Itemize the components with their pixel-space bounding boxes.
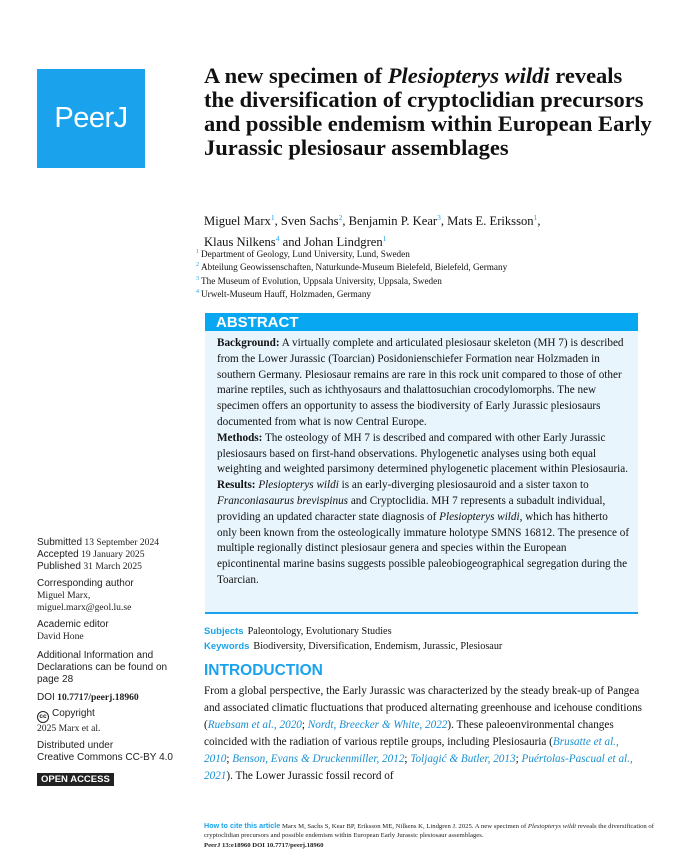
peerj-logo[interactable] bbox=[37, 69, 145, 168]
corresponding-email[interactable]: miguel.marx@geol.lu.se bbox=[37, 602, 132, 613]
species-name: Plesiopterys wildi bbox=[258, 479, 339, 492]
intro-text: From a global perspective, the Early Jurassic was characterized by the steady break-up of Pangea and associated climatic fluctuations that produced alternating greenhouse and icehouse conditions ( bbox=[204, 685, 643, 731]
methods-text: The osteology of MH 7 is described and compared with other Early Jurassic plesiosaurs based on first-hand observations. Phylogenetic analyses using both equal weighting and weighted parsimony determined phylogenetic placement within Plesiosauria. bbox=[217, 431, 629, 476]
author-separator: , bbox=[342, 214, 349, 228]
author-name[interactable]: Benjamin P. Kear bbox=[348, 214, 438, 228]
intro-text: ; bbox=[226, 753, 233, 765]
affiliation-item bbox=[196, 260, 636, 273]
species-name: Franconiasaurus brevispinus bbox=[217, 494, 349, 507]
cite-species: Plesiopterys wildi bbox=[527, 823, 577, 830]
affiliation-item bbox=[196, 247, 636, 260]
cite-journal[interactable]: PeerJ 13:e18960 DOI 10.7717/peerj.18960 bbox=[204, 841, 324, 849]
affiliation-ref[interactable]: 2 bbox=[338, 213, 343, 222]
submitted-line bbox=[37, 537, 197, 549]
citation-link[interactable]: Nordt, Breecker & White, 2022 bbox=[307, 719, 448, 731]
accepted-line bbox=[37, 549, 197, 561]
affiliation-number: 2 bbox=[196, 262, 199, 269]
accepted-date: 19 January 2025 bbox=[78, 549, 145, 560]
keywords-line bbox=[204, 640, 502, 653]
publication-dates bbox=[37, 537, 197, 573]
license-link[interactable]: Creative Commons CC-BY 4.0 bbox=[37, 752, 173, 763]
cite-label: How to cite this article bbox=[204, 821, 281, 830]
affiliation-text: Urwelt-Museum Hauff, Holzmaden, Germany bbox=[201, 288, 372, 299]
distributed-label: Distributed under bbox=[37, 740, 114, 751]
subjects-line bbox=[204, 625, 392, 638]
abstract-methods bbox=[217, 431, 630, 478]
intro-text: ). The Lower Jurassic fossil record of bbox=[226, 770, 394, 782]
keywords-label: Keywords bbox=[204, 641, 250, 652]
how-to-cite bbox=[204, 821, 654, 850]
accepted-label: Accepted bbox=[37, 549, 79, 560]
published-label: Published bbox=[37, 561, 81, 572]
author-separator: , bbox=[440, 214, 448, 228]
affiliation-number: 4 bbox=[196, 288, 199, 295]
citation-link[interactable]: Brusatte et al., 2010 bbox=[204, 736, 619, 765]
subjects-label: Subjects bbox=[204, 626, 244, 637]
introduction-heading: INTRODUCTION bbox=[204, 662, 323, 679]
additional-info bbox=[37, 650, 177, 686]
affiliation-list bbox=[196, 247, 636, 300]
results-text: and Cryptoclidia. MH 7 represents a subadult individual, providing an updated character state diagnosis of bbox=[217, 494, 606, 523]
affiliation-text: The Museum of Evolution, Uppsala University, Uppsala, Sweden bbox=[201, 275, 442, 286]
author-name[interactable]: Klaus Nilkens bbox=[204, 235, 276, 249]
subjects-value[interactable]: Paleontology, Evolutionary Studies bbox=[247, 626, 392, 637]
title-species: Plesiopterys wildi bbox=[387, 63, 550, 88]
author-list bbox=[204, 209, 644, 251]
editor-name: David Hone bbox=[37, 631, 84, 642]
title-part2: reveals the diversification of cryptoclidian precursors and possible endemism within European Early Jurassic plesiosaur assemblages bbox=[204, 63, 652, 160]
academic-editor bbox=[37, 619, 197, 643]
doi-label: DOI bbox=[37, 692, 55, 703]
intro-text: ). These paleoenvironmental changes coincided with the radiation of various reptile groups, including Plesiosauria ( bbox=[204, 719, 614, 748]
methods-label: Methods: bbox=[217, 431, 263, 444]
copyright-label: Copyright bbox=[52, 708, 95, 719]
corresponding-name: Miguel Marx, bbox=[37, 590, 91, 601]
affiliation-ref[interactable]: 4 bbox=[275, 234, 280, 243]
affiliation-number: 3 bbox=[196, 275, 199, 282]
species-name: Plesiopterys wildi bbox=[439, 510, 520, 523]
keywords-value[interactable]: Biodiversity, Diversification, Endemism, Jurassic, Plesiosaur bbox=[253, 641, 503, 652]
abstract-box bbox=[205, 313, 638, 614]
license-block bbox=[37, 740, 197, 764]
intro-text: ; bbox=[301, 719, 308, 731]
results-text: is an early-diverging plesiosauroid and a sister taxon to bbox=[338, 479, 589, 492]
affiliation-ref[interactable]: 1 bbox=[533, 213, 538, 222]
abstract-results bbox=[217, 478, 630, 589]
logo-text: PeerJ bbox=[54, 102, 128, 134]
author-separator: , bbox=[537, 214, 541, 228]
affiliation-number: 1 bbox=[196, 249, 199, 255]
additional-info-text[interactable]: Additional Information and Declarations can be found on page 28 bbox=[37, 650, 168, 685]
citation-link[interactable]: Toljagić & Butler, 2013 bbox=[410, 753, 516, 765]
author-name[interactable]: Miguel Marx bbox=[204, 214, 271, 228]
title-part1: A new specimen of bbox=[204, 63, 388, 88]
introduction-paragraph bbox=[204, 683, 644, 785]
affiliation-item bbox=[196, 287, 636, 300]
author-separator: and bbox=[279, 235, 304, 249]
background-text: A virtually complete and articulated plesiosaur skeleton (MH 7) is described from the Lower Jurassic (Toarcian) Posidonienschiefer Formation near Holzmaden in southern Germany. Plesiosaur remains are rare in this rock unit compared to those of other marine reptiles, such as ichthyosaurs and thalattosuchian crocodylomorphs. The new specimen offers an opportunity to assess the biodiversity of Early Jurassic plesiosaurs documented from what is now Central Europe. bbox=[217, 337, 624, 428]
author-name[interactable]: Mats E. Eriksson bbox=[447, 214, 534, 228]
editor-label: Academic editor bbox=[37, 619, 109, 630]
citation-link[interactable]: Ruebsam et al., 2020 bbox=[207, 719, 302, 731]
submitted-label: Submitted bbox=[37, 537, 83, 548]
submitted-date: 13 September 2024 bbox=[82, 537, 160, 548]
doi-value[interactable]: 10.7717/peerj.18960 bbox=[54, 692, 139, 703]
article-title bbox=[204, 64, 654, 160]
published-date: 31 March 2025 bbox=[80, 561, 142, 572]
cite-text: Marx M, Sachs S, Kear BP, Eriksson ME, Nilkens K, Lindgren J. 2025. A new specimen of bbox=[280, 823, 528, 830]
results-text: , which has hitherto only been known from the osteologically immature holotype SMNS 16812. The presence of multiple regionally distinct plesiosaur genera and species within the European epicontinental marine basins suggests possible paleobiogeographical segregation during the Toarcian. bbox=[217, 510, 630, 586]
abstract-background bbox=[217, 336, 630, 431]
intro-text: ; bbox=[515, 753, 522, 765]
creative-commons-icon: cc bbox=[37, 711, 49, 723]
background-label: Background: bbox=[217, 337, 280, 349]
cite-text: reveals the diversification of cryptoclidian precursors and possible endemism within European Early Jurassic plesiosaur assemblages. bbox=[204, 823, 655, 840]
author-name[interactable]: Johan Lindgren bbox=[303, 235, 383, 249]
copyright-value: 2025 Marx et al. bbox=[37, 723, 101, 734]
affiliation-ref[interactable]: 1 bbox=[270, 213, 275, 222]
abstract-heading: ABSTRACT bbox=[205, 313, 638, 331]
author-separator: , bbox=[274, 214, 281, 228]
corresponding-author bbox=[37, 578, 197, 614]
affiliation-text: Department of Geology, Lund University, Lund, Sweden bbox=[201, 249, 410, 259]
affiliation-text: Abteilung Geowissenschaften, Naturkunde-Museum Bielefeld, Bielefeld, Germany bbox=[201, 262, 508, 273]
abstract-body bbox=[205, 331, 638, 589]
citation-link[interactable]: Puértolas-Pascual et al., 2021 bbox=[204, 753, 633, 782]
affiliation-ref[interactable]: 1 bbox=[382, 234, 387, 243]
affiliation-ref[interactable]: 3 bbox=[437, 213, 441, 222]
citation-link[interactable]: Benson, Evans & Druckenmiller, 2012 bbox=[232, 753, 405, 765]
corresponding-label: Corresponding author bbox=[37, 578, 134, 589]
doi-line bbox=[37, 692, 197, 704]
author-name[interactable]: Sven Sachs bbox=[280, 214, 339, 228]
published-line bbox=[37, 561, 197, 573]
intro-text: ; bbox=[404, 753, 411, 765]
affiliation-item bbox=[196, 274, 636, 287]
copyright-block bbox=[37, 708, 197, 735]
open-access-badge: OPEN ACCESS bbox=[37, 773, 114, 786]
results-label: Results: bbox=[217, 479, 256, 492]
